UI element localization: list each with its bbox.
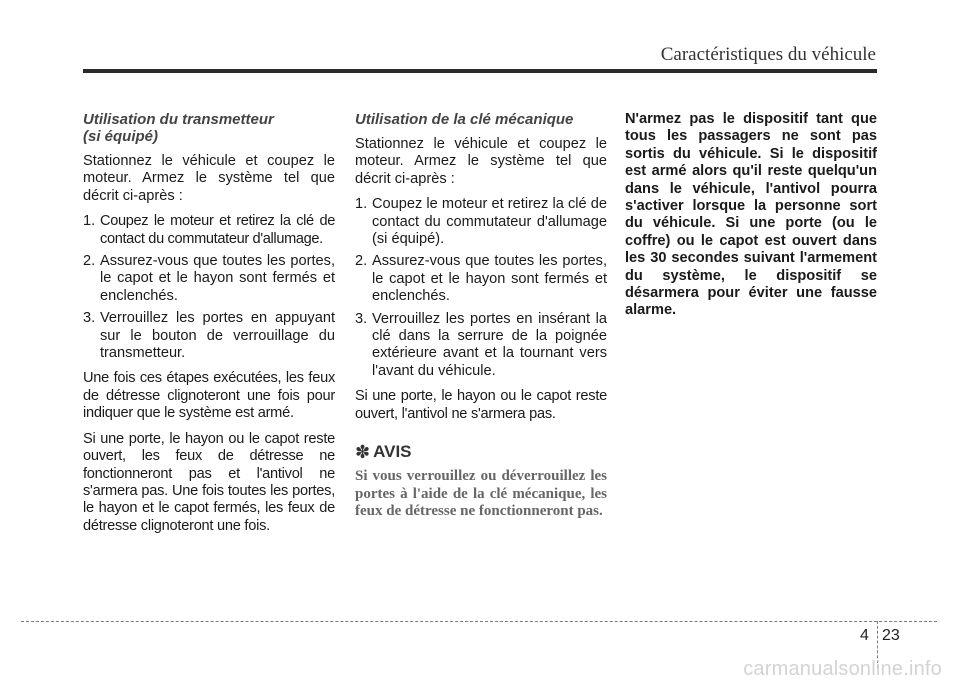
footer-dashed-rule	[21, 621, 937, 622]
avis-heading	[355, 443, 607, 461]
watermark: carmanualsonline.info	[743, 658, 942, 680]
page-number: 23	[882, 627, 900, 644]
section-title-mechanical-key: Utilisation de la clé mécanique	[355, 111, 574, 128]
section-title-transmitter	[83, 111, 335, 145]
step-text: Coupez le moteur et retirez la clé de contact du commutateur d'allumage.	[100, 213, 335, 247]
step-item	[355, 253, 607, 305]
column-transmitter	[83, 111, 335, 543]
section-title-line2: (si équipé)	[83, 128, 159, 145]
step-number: 1.	[83, 213, 96, 230]
step-number: 1.	[355, 196, 368, 213]
step-item	[83, 310, 335, 362]
step-item	[355, 196, 607, 248]
open-door-paragraph: Si une porte, le hayon ou le capot reste ouvert, l'antivol ne s'armera pas.	[355, 388, 607, 422]
steps-list	[83, 213, 335, 362]
step-text: Assurez-vous que toutes les portes, le capot et le hayon sont fermés et enclenchés.	[372, 253, 607, 305]
chapter-number: 4	[860, 627, 869, 644]
column-mechanical-key	[355, 111, 607, 520]
armed-paragraph: Une fois ces étapes exécutées, les feux de détresse clignoteront une fois pour indiquer que le système est armé.	[83, 370, 335, 422]
avis-text: Si vous verrouillez ou déverrouillez les portes à l'aide de la clé mécanique, les feux de détresse ne fonctionneront pas.	[355, 468, 607, 519]
step-item	[355, 311, 607, 381]
step-text: Verrouillez les portes en appuyant sur le bouton de verrouillage du transmetteur.	[100, 310, 335, 362]
step-text: Assurez-vous que toutes les portes, le capot et le hayon sont fermés et enclenchés.	[100, 253, 335, 304]
asterisk-icon: ✽	[355, 442, 371, 463]
intro-paragraph: Stationnez le véhicule et coupez le moteur. Armez le système tel que décrit ci-après :	[355, 136, 607, 187]
warning-paragraph: N'armez pas le dispositif tant que tous les passagers ne sont pas sortis du véhicule. Si le dispositif est armé alors qu'il reste quelqu'un dans le véhicule, l'antivol pourra s'activer lorsque la personne sort du véhicule. Si une porte (ou le coffre) ou le capot est ouvert dans les 30 secondes suivant l'armement du système, le dispositif se désarmera pour éviter une fausse alarme.	[625, 111, 877, 319]
step-item	[83, 213, 335, 248]
step-number: 2.	[83, 253, 96, 270]
step-number: 2.	[355, 253, 368, 270]
intro-paragraph: Stationnez le véhicule et coupez le moteur. Armez le système tel que décrit ci-après :	[83, 153, 335, 204]
step-number: 3.	[355, 310, 368, 327]
step-number: 3.	[83, 310, 96, 327]
section-header-title: Caractéristiques du véhicule	[660, 44, 876, 65]
column-warning	[625, 111, 877, 320]
step-text: Coupez le moteur et retirez la clé de contact du commutateur d'allumage (si équipé).	[372, 196, 607, 248]
step-text: Verrouillez les portes en insérant la clé dans la serrure de la poignée extérieure avant et la tournant vers l'avant du véhicule.	[372, 310, 607, 379]
header-rule	[83, 69, 877, 73]
steps-list	[355, 196, 607, 380]
avis-label: AVIS	[373, 442, 412, 462]
open-door-paragraph: Si une porte, le hayon ou le capot reste ouvert, les feux de détresse ne fonctionneront pas et l'antivol ne s'armera pas. Une fois toutes les portes, le hayon et le capot fermés, les feux de détresse clignoteront une fois.	[83, 430, 335, 534]
step-item	[83, 253, 335, 305]
section-title-line1: Utilisation du transmetteur	[83, 111, 274, 128]
